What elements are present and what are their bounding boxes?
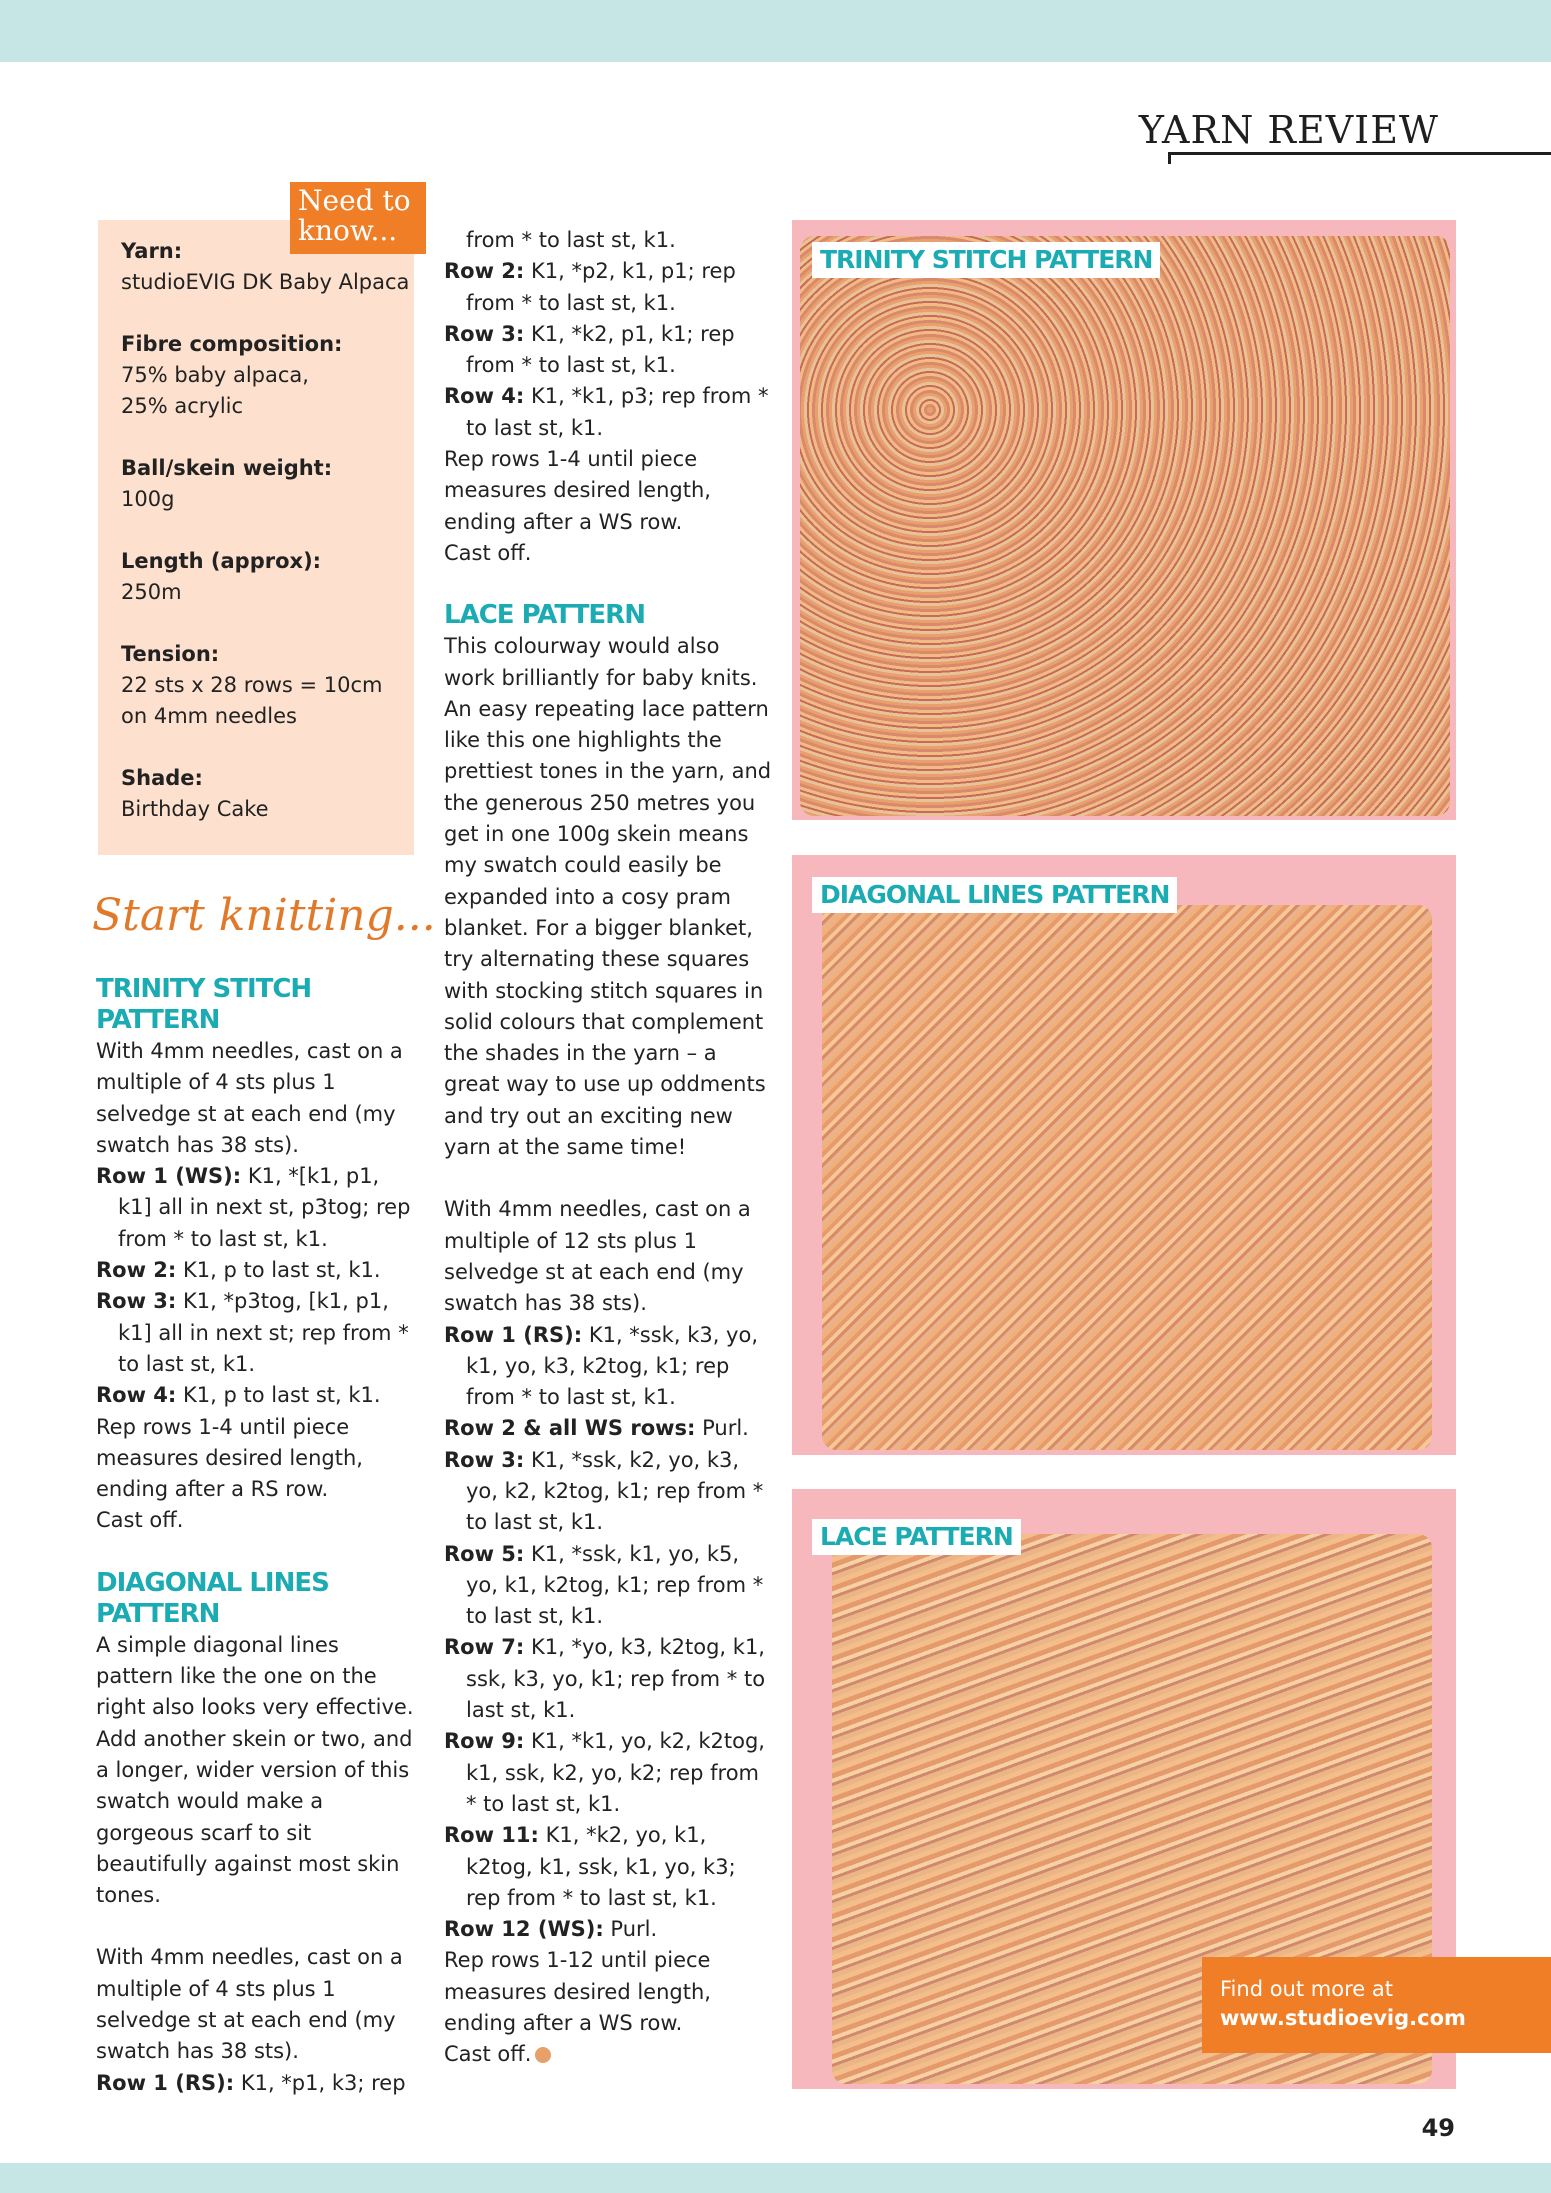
row-text: Purl. — [610, 1917, 658, 1942]
trinity-cast-off: Cast off. — [96, 1508, 184, 1533]
knitted-swatch-image — [800, 236, 1450, 816]
lace-row-3 — [444, 1445, 774, 1539]
row-label: Row 9: — [444, 1729, 525, 1754]
section-rule — [1168, 152, 1551, 155]
info-label: Length (approx): — [121, 549, 322, 573]
lace-heading: LACE PATTERN — [444, 600, 645, 631]
lace-row-2 — [444, 1413, 774, 1444]
lace-outro: Rep rows 1-12 until piece measures desired length, ending after a WS row. — [444, 1948, 711, 2036]
need-to-know-tag: Need to know... — [290, 182, 426, 254]
row-label: Row 3: — [444, 1447, 525, 1472]
info-label: Yarn: — [121, 239, 183, 263]
diagonal-swatch-photo — [792, 855, 1456, 1455]
row-text: K1, *p3tog, [k1, p1, k1] all in next st; rep from * to last st, k1. — [118, 1289, 409, 1376]
row-label: Row 1 (RS): — [96, 2070, 235, 2095]
row-label: Row 4: — [96, 1383, 177, 1408]
row-text: K1, *ssk, k2, yo, k3, yo, k2, k2tog, k1; rep from * to last st, k1. — [466, 1447, 764, 1535]
row-label: Row 1 (RS): — [444, 1322, 583, 1347]
row-text: K1, *ssk, k1, yo, k5, yo, k1, k2tog, k1; rep from * to last st, k1. — [466, 1541, 764, 1629]
row-text: K1, *k1, p3; rep from * to last st, k1. — [466, 384, 769, 440]
lace-intro: This colourway would also work brilliantly for baby knits. An easy repeating lace pattern like this one highlights the prettiest tones in the yarn, and the generous 250 metres you get in one 100g skein means my swatch could easily be expanded into a cosy pram blanket. For a bigger blanket, try alternating these squares with stocking stitch squares in solid colours that complement the shades in the yarn – a great way to use up oddments and try out an exciting new yarn at the same time! — [444, 634, 772, 1160]
info-item-weight — [121, 453, 411, 515]
spacer — [96, 1537, 414, 1568]
diagonal-row-1-cont: from * to last st, k1. — [466, 228, 676, 252]
info-value: 25% acrylic — [121, 394, 244, 418]
info-item-yarn — [121, 236, 411, 298]
row-label: Row 2 & all WS rows: — [444, 1416, 696, 1441]
trinity-swatch-photo — [792, 220, 1456, 820]
lace-row-12 — [444, 1914, 774, 1945]
diagonal-row-4 — [444, 381, 774, 444]
trinity-photo-label: TRINITY STITCH PATTERN — [812, 242, 1160, 278]
row-label: Row 3: — [444, 321, 525, 346]
find-out-more-box[interactable] — [1202, 1957, 1551, 2053]
info-value: 75% baby alpaca, — [121, 363, 309, 387]
trinity-row-1 — [96, 1161, 414, 1255]
row-label: Row 2: — [444, 259, 525, 284]
lace-cast-off-line — [444, 2039, 774, 2070]
row-text: K1, *k2, p1, k1; rep from * to last st, k1. — [466, 321, 735, 378]
diagonal-heading: DIAGONAL LINES PATTERN — [96, 1567, 329, 1629]
info-value: 100g — [121, 487, 175, 511]
diagonal-cast-off: Cast off. — [444, 540, 532, 565]
diagonal-row-1 — [96, 2068, 414, 2099]
row-text: K1, *[k1, p1, k1] all in next st, p3tog; rep from * to last st, k1. — [118, 1164, 411, 1251]
spacer — [96, 1911, 414, 1942]
knitted-swatch-image — [822, 905, 1432, 1450]
info-value: Birthday Cake — [121, 797, 269, 821]
info-value: studioEVIG DK Baby Alpaca — [121, 270, 410, 294]
row-label: Row 1 (WS): — [96, 1164, 242, 1189]
section-rule-tick — [1168, 152, 1171, 164]
start-knitting-heading: Start knitting... — [92, 890, 436, 941]
cta-text: Find out more at — [1220, 1977, 1393, 2001]
row-label: Row 2: — [96, 1258, 177, 1283]
row-label: Row 7: — [444, 1635, 525, 1660]
row-label: Row 4: — [444, 384, 525, 409]
bottom-band — [0, 2163, 1551, 2193]
info-label: Tension: — [121, 642, 220, 666]
lace-row-7 — [444, 1632, 774, 1726]
lace-cast-on: With 4mm needles, cast on a multiple of 12 sts plus 1 selvedge st at each end (my swatch has 38 sts). — [444, 1197, 751, 1316]
lace-cast-off: Cast off. — [444, 2042, 532, 2067]
trinity-intro: With 4mm needles, cast on a multiple of 4 sts plus 1 selvedge st at each end (my swatch has 38 sts). — [96, 1039, 403, 1157]
diagonal-row-2 — [444, 256, 774, 319]
row-text: Purl. — [702, 1416, 749, 1441]
info-item-shade — [121, 763, 411, 825]
diagonal-row-3 — [444, 319, 774, 382]
trinity-row-2 — [96, 1255, 414, 1286]
row-text: K1, *k2, yo, k1, k2tog, k1, ssk, k1, yo, k3; rep from * to last st, k1. — [466, 1823, 736, 1910]
row-text: K1, p to last st, k1. — [183, 1383, 381, 1408]
top-band — [0, 0, 1551, 62]
yarn-ball-icon — [535, 2047, 551, 2063]
lace-row-11 — [444, 1820, 774, 1914]
info-list — [121, 236, 411, 856]
row-label: Row 3: — [96, 1289, 177, 1314]
info-item-tension — [121, 639, 411, 732]
info-value: 22 sts x 28 rows = 10cm — [121, 673, 383, 697]
info-item-fibre — [121, 329, 411, 422]
lace-photo-label: LACE PATTERN — [812, 1519, 1021, 1555]
row-text: K1, *yo, k3, k2tog, k1, ssk, k3, yo, k1; rep from * to last st, k1. — [466, 1635, 766, 1723]
diagonal-photo-label: DIAGONAL LINES PATTERN — [812, 877, 1177, 913]
row-label: Row 11: — [444, 1823, 539, 1848]
row-text: K1, *ssk, k3, yo, k1, yo, k3, k2tog, k1; rep from * to last st, k1. — [466, 1322, 759, 1410]
row-label: Row 12 (WS): — [444, 1917, 604, 1942]
diagonal-cast-on: With 4mm needles, cast on a multiple of 4 sts plus 1 selvedge st at each end (my swatch has 38 sts). — [96, 1945, 403, 2064]
column-1 — [96, 974, 414, 2099]
trinity-row-3 — [96, 1286, 414, 1380]
section-title: YARN REVIEW — [1138, 108, 1439, 152]
info-label: Ball/skein weight: — [121, 456, 333, 480]
trinity-row-4 — [96, 1380, 414, 1411]
spacer — [444, 569, 774, 600]
row-text: K1, *p1, k3; rep — [240, 2070, 406, 2095]
info-label: Fibre composition: — [121, 332, 343, 356]
lace-row-5 — [444, 1539, 774, 1633]
cta-url-link[interactable]: www.studioevig.com — [1220, 2006, 1466, 2030]
spacer — [444, 1163, 774, 1194]
row-text: K1, *p2, k1, p1; rep from * to last st, k1. — [466, 259, 736, 315]
info-item-length — [121, 546, 411, 608]
diagonal-outro: Rep rows 1-4 until piece measures desired length, ending after a WS row. — [444, 447, 711, 534]
info-value: 250m — [121, 580, 182, 604]
row-label: Row 5: — [444, 1541, 525, 1566]
lace-row-1 — [444, 1320, 774, 1414]
info-value: on 4mm needles — [121, 704, 297, 728]
info-label: Shade: — [121, 766, 203, 790]
lace-row-9 — [444, 1726, 774, 1820]
trinity-heading: TRINITY STITCH PATTERN — [96, 974, 312, 1035]
page-number: 49 — [1421, 2114, 1455, 2142]
column-2 — [444, 225, 774, 2071]
trinity-outro: Rep rows 1-4 until piece measures desired length, ending after a RS row. — [96, 1414, 363, 1502]
row-text: K1, p to last st, k1. — [183, 1258, 381, 1283]
row-text: K1, *k1, yo, k2, k2tog, k1, ssk, k2, yo, k2; rep from * to last st, k1. — [466, 1729, 765, 1816]
diagonal-intro: A simple diagonal lines pattern like the one on the right also looks very effective. Add another skein or two, and a longer, wider version of this swatch would make a gorgeous scarf to sit beautifully against most skin tones. — [96, 1632, 414, 1908]
